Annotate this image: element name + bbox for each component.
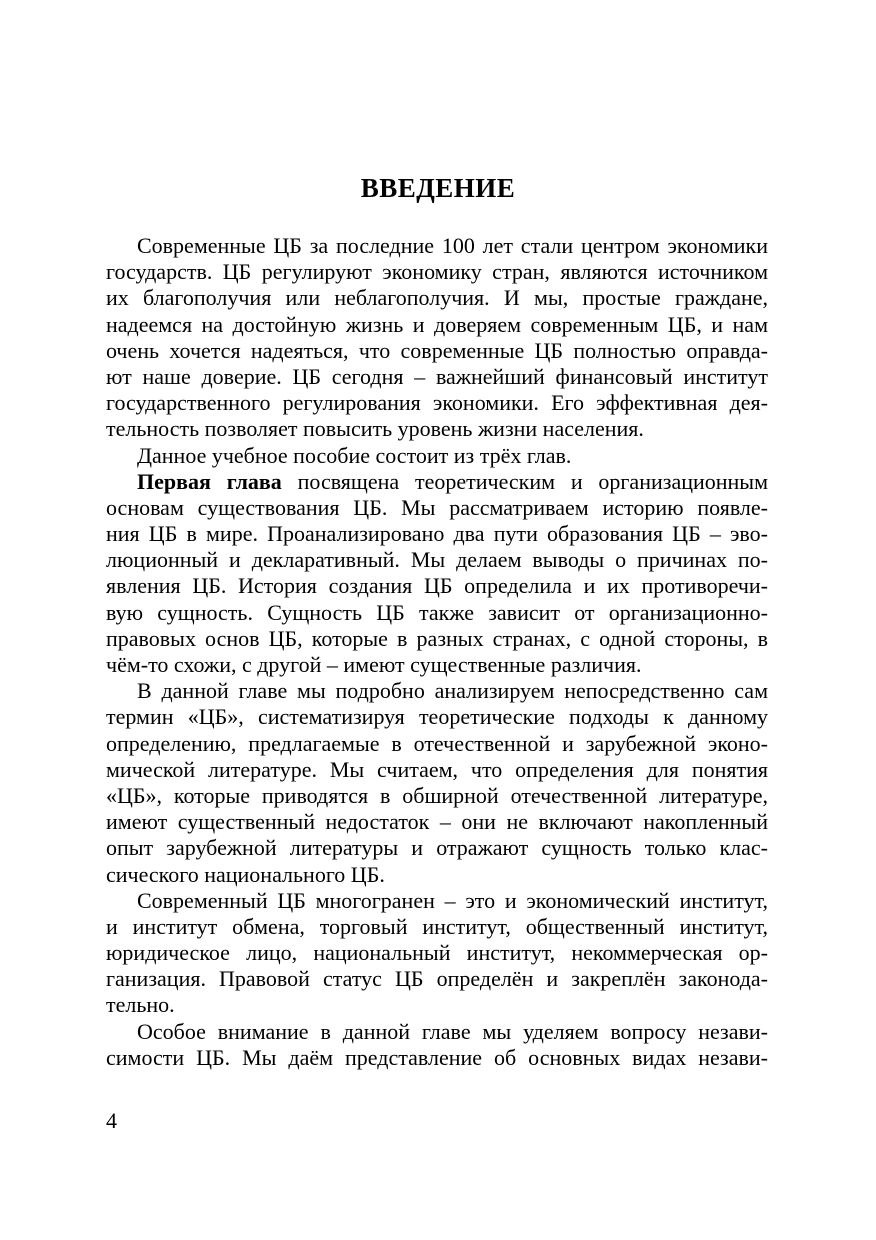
text-line xyxy=(106,573,768,599)
text-line xyxy=(106,521,768,547)
line-text: государств. ЦБ регулируют экономику стран, являются источником xyxy=(106,259,768,285)
line-text: ганизация. Правовой статус ЦБ определён и закреплён законода- xyxy=(106,966,768,992)
text-line xyxy=(106,862,768,888)
line-text: и институт обмена, торговый институт, общественный институт, xyxy=(106,913,768,939)
line-text: чём-то схожи, с другой – имеют существенные различия. xyxy=(106,652,642,677)
line-text: ют наше доверие. ЦБ сегодня – важнейший финансовый институт xyxy=(106,363,768,389)
text-line xyxy=(106,966,768,992)
text-line xyxy=(106,888,768,914)
line-text: Современные ЦБ за последние 100 лет стали центром экономики xyxy=(137,233,768,258)
bold-lead-text: Первая глава xyxy=(137,468,282,494)
text-line xyxy=(106,783,768,809)
line-text: тельно. xyxy=(106,992,175,1018)
line-text: основам существования ЦБ. Мы рассматриваем историю появле- xyxy=(106,494,768,520)
text-line xyxy=(106,259,768,285)
line-text: вую сущность. Сущность ЦБ также зависит от организационно- xyxy=(106,599,768,625)
line-text: явления ЦБ. История создания ЦБ определила и их противоречи- xyxy=(106,573,768,599)
page-number: 4 xyxy=(106,1108,117,1133)
line-text: В данной главе мы подробно анализируем непосредственно сам xyxy=(137,678,768,704)
text-line xyxy=(106,652,768,678)
text-line xyxy=(106,364,768,390)
line-text: очень хочется надеяться, что современные ЦБ полностью оправда- xyxy=(106,337,768,363)
line-text: Особое внимание в данной главе мы уделяем вопросу незави- xyxy=(137,1018,768,1044)
text-line xyxy=(106,704,768,730)
body-text xyxy=(106,233,768,1071)
text-line xyxy=(106,547,768,573)
line-text: люционный и декларативный. Мы делаем выводы о причинах по- xyxy=(106,547,768,573)
text-line xyxy=(106,443,768,469)
text-line xyxy=(106,1045,768,1071)
text-line xyxy=(106,992,768,1018)
line-text: правовых основ ЦБ, которые в разных странах, с одной стороны, в xyxy=(106,625,768,651)
line-text: термин «ЦБ», систематизируя теоретические подходы к данному xyxy=(106,704,768,730)
text-line xyxy=(106,835,768,861)
page-title: ВВЕДЕНИЕ xyxy=(360,173,516,203)
line-text: ния ЦБ в мире. Проанализировано два пути образования ЦБ – эво- xyxy=(106,521,768,547)
text-line xyxy=(106,233,768,259)
text-line xyxy=(106,338,768,364)
text-line xyxy=(106,1019,768,1045)
line-text: сического национального ЦБ. xyxy=(106,861,385,887)
line-text: Современный ЦБ многогранен – это и экономический институт, xyxy=(137,887,768,913)
line-text: симости ЦБ. Мы даём представление об основных видах незави- xyxy=(106,1044,768,1070)
line-text: тельность позволяет повысить уровень жизни населения. xyxy=(106,416,644,442)
line-text: юридическое лицо, национальный институт, некоммерческая ор- xyxy=(106,940,768,966)
text-line xyxy=(106,914,768,940)
text-line xyxy=(106,678,768,704)
line-text: государственного регулирования экономики. Его эффективная дея- xyxy=(106,390,768,416)
line-text: посвящена теоретическим и организационным xyxy=(281,468,769,494)
text-line xyxy=(106,731,768,757)
text-line xyxy=(106,469,768,495)
line-text: надеемся на достойную жизнь и доверяем современным ЦБ, и нам xyxy=(106,311,768,337)
text-line xyxy=(106,390,768,416)
line-text: определению, предлагаемые в отечественной и зарубежной эконо- xyxy=(106,730,768,756)
line-text: их благополучия или неблагополучия. И мы, простые граждане, xyxy=(106,285,768,311)
line-text: имеют существенный недостаток – они не включают накопленный xyxy=(106,809,768,835)
line-text: Данное учебное пособие состоит из трёх глав. xyxy=(137,442,572,468)
text-line xyxy=(106,600,768,626)
text-line xyxy=(106,312,768,338)
text-line xyxy=(106,416,768,442)
text-line xyxy=(106,285,768,311)
line-text: «ЦБ», которые приводятся в обширной отечественной литературе, xyxy=(106,782,768,808)
text-line xyxy=(106,809,768,835)
text-line xyxy=(106,626,768,652)
text-line xyxy=(106,495,768,521)
line-text: опыт зарубежной литературы и отражают сущность только клас- xyxy=(106,835,768,861)
text-line xyxy=(106,757,768,783)
text-line xyxy=(106,940,768,966)
line-text: мической литературе. Мы считаем, что определения для понятия xyxy=(106,756,768,782)
